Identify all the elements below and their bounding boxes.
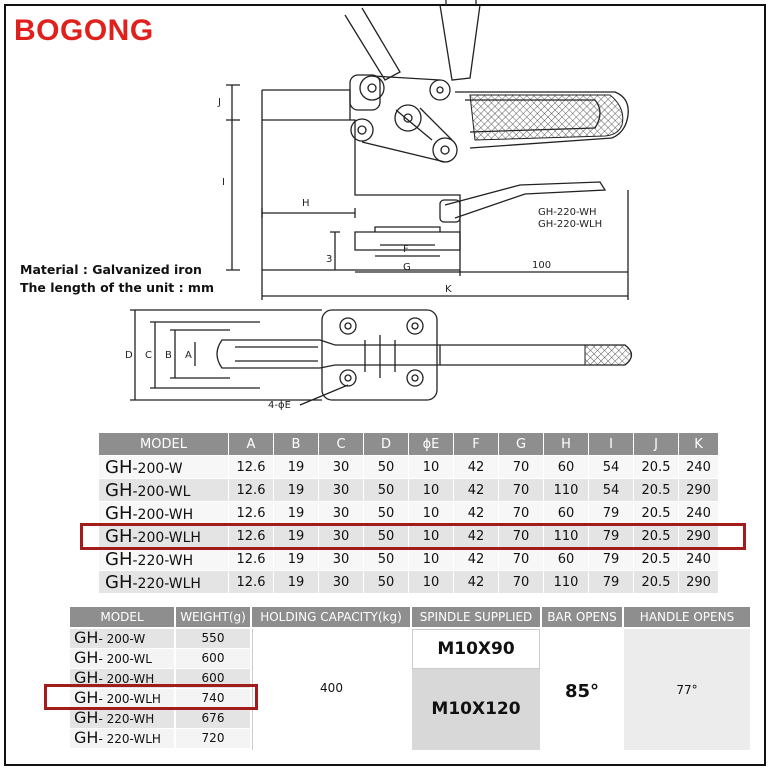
spec-model-prefix: GH [74,668,99,687]
dimension-value: 10 [409,571,454,594]
model-cell [99,479,229,502]
dimension-value: 42 [454,548,499,571]
pivot-4 [433,138,457,162]
clamp-arm-left [345,8,400,80]
spec-model-prefix: GH [74,708,99,727]
dimension-value: 30 [319,502,364,525]
label-b: B [165,350,172,361]
spec-header-bar: BAR OPENS [542,607,622,627]
dimension-value: 12.6 [229,525,274,548]
dim-header-6: F [454,433,499,456]
spindle-arm [217,340,440,368]
dimension-value: 19 [274,548,319,571]
dimension-value: 42 [454,456,499,479]
dimension-value: 79 [589,525,634,548]
dimension-value: 50 [364,456,409,479]
spindle-value-1: M10X90 [437,639,515,659]
model-cell [99,502,229,525]
label-3: 3 [326,254,333,265]
spec-model-cell [70,709,174,728]
dimension-value: 10 [409,479,454,502]
dimension-value: 50 [364,548,409,571]
dimension-value: 42 [454,479,499,502]
spec-header-spindle: SPINDLE SUPPLIED [412,607,540,627]
upper-grip-hatch [470,95,623,140]
bar-opens-value: 85° [564,681,600,702]
dimension-value: 12.6 [229,571,274,594]
unit-note: The length of the unit : mm [20,280,214,295]
dimension-value: 10 [409,456,454,479]
model-prefix: GH [105,525,133,547]
dimension-value: 60 [544,548,589,571]
model-suffix: -200-W [132,460,183,477]
dimension-value: 50 [364,502,409,525]
spec-header-handle: HANDLE OPENS [624,607,750,627]
dimension-value: 79 [589,571,634,594]
dimension-value: 20.5 [634,525,679,548]
dimension-value: 20.5 [634,502,679,525]
model-suffix: -220-WH [132,552,194,569]
spec-model-cell [70,649,174,668]
dim-h [262,208,355,218]
dim-header-5: ϕE [409,433,454,456]
spec-weight-cell: 600 [176,649,250,668]
model-prefix: GH [105,479,133,501]
dimension-value: 19 [274,525,319,548]
highlight-frame-spec [44,684,258,710]
dimension-value: 240 [679,502,719,525]
model-suffix: -200-WL [132,483,191,500]
label-g: G [403,262,411,273]
dimensions-header-row [99,433,719,456]
brand-logo: BOGONG [14,14,154,47]
clamp-arm-block [350,75,380,110]
dim-header-0: MODEL [99,433,229,456]
spec-model-prefix: GH [74,728,99,747]
dimension-value: 10 [409,502,454,525]
spec-model-suffix: - 220-WH [98,712,155,726]
dimension-value: 70 [499,479,544,502]
model-prefix: GH [105,571,133,593]
dimension-value: 19 [274,571,319,594]
spec-weight-cell: 740 [176,689,250,708]
dim-header-8: H [544,433,589,456]
dimension-value: 42 [454,502,499,525]
dimension-value: 60 [544,502,589,525]
dimension-value: 12.6 [229,479,274,502]
dimension-value: 79 [589,548,634,571]
label-j: J [218,97,221,108]
holding-cell [252,629,410,750]
label-d: D [125,350,133,361]
dim-header-1: A [229,433,274,456]
dim-header-4: D [364,433,409,456]
spindle-value-2: M10X120 [431,699,521,719]
label-h: H [302,198,310,209]
dimension-value: 110 [544,525,589,548]
dimension-row [99,502,719,525]
dimension-value: 19 [274,456,319,479]
dim-header-11: K [679,433,719,456]
dimension-value: 30 [319,525,364,548]
dimension-value: 240 [679,548,719,571]
handle-opens-value: 77° [676,683,698,697]
dimension-value: 20.5 [634,479,679,502]
dimension-value: 12.6 [229,502,274,525]
dimension-value: 240 [679,456,719,479]
dimension-value: 70 [499,502,544,525]
spec-weight-cell: 720 [176,729,250,748]
dimension-value: 42 [454,571,499,594]
dimension-value: 110 [544,479,589,502]
dimension-value: 54 [589,479,634,502]
dimensions-table [98,432,719,594]
dimension-value: 79 [589,502,634,525]
highlight-frame-dimensions [80,523,746,550]
spec-header-model: MODEL [70,607,174,627]
pivot-3 [351,119,373,141]
spec-header-weight: WEIGHT(g) [176,607,250,627]
model-suffix: -200-WH [132,506,194,523]
spec-weight-cell: 600 [176,669,250,688]
holding-capacity-value: 400 [320,681,343,695]
dimension-value: 54 [589,456,634,479]
spec-model-cell [70,729,174,748]
label-variant-2: GH-220-WLH [538,219,603,230]
handle-opens-cell [624,629,750,750]
dimension-value: 70 [499,525,544,548]
dimension-value: 110 [544,571,589,594]
dimension-row [99,479,719,502]
dim-header-2: B [274,433,319,456]
model-prefix: GH [105,456,133,478]
dim-header-3: C [319,433,364,456]
model-cell [99,571,229,594]
spec-model-suffix: - 200-WLH [98,692,161,706]
dimension-value: 19 [274,502,319,525]
spec-model-suffix: - 200-W [98,632,146,646]
spec-table [70,607,750,750]
dimension-row [99,571,719,594]
dimension-value: 19 [274,479,319,502]
label-a: A [185,350,192,361]
dimension-value: 50 [364,571,409,594]
spec-model-suffix: - 200-WH [98,672,155,686]
dimension-value: 12.6 [229,456,274,479]
spec-model-prefix: GH [74,648,99,667]
dimension-value: 30 [319,571,364,594]
dimension-value: 30 [319,479,364,502]
spec-weight-cell: 550 [176,629,250,648]
label-100: 100 [532,260,552,271]
dimension-value: 70 [499,456,544,479]
label-k: K [445,284,452,295]
spindle-cell-2 [412,669,540,750]
model-suffix: -200-WLH [132,529,201,546]
model-prefix: GH [105,548,133,570]
label-i: I [222,177,225,188]
dimension-value: 42 [454,525,499,548]
dim-j-i [226,85,240,270]
label-c: C [145,350,152,361]
spec-model-suffix: - 220-WLH [98,732,161,746]
dimension-value: 290 [679,571,719,594]
dimension-value: 20.5 [634,571,679,594]
dimension-value: 20.5 [634,548,679,571]
dimension-value: 50 [364,479,409,502]
bar-opens-cell [542,629,622,750]
dimension-row [99,548,719,571]
spec-model-suffix: - 200-WL [98,652,152,666]
dimension-value: 10 [409,548,454,571]
dim-header-9: I [589,433,634,456]
label-variant-1: GH-220-WH [538,207,597,218]
label-f: F [403,244,409,255]
dimension-value: 70 [499,548,544,571]
spec-model-cell [70,629,174,648]
clamp-arm-right [440,5,480,80]
dimension-value: 60 [544,456,589,479]
material-note: Material : Galvanized iron [20,262,202,277]
dimension-value: 20.5 [634,456,679,479]
spec-header-holding: HOLDING CAPACITY(kg) [252,607,410,627]
dimension-value: 10 [409,525,454,548]
dimension-value: 30 [319,548,364,571]
model-cell [99,548,229,571]
dimension-value: 290 [679,525,719,548]
dimension-row [99,456,719,479]
dimension-value: 30 [319,456,364,479]
model-cell [99,456,229,479]
label-holes: 4-ϕE [268,400,291,411]
dimension-value: 12.6 [229,548,274,571]
dim-header-7: G [499,433,544,456]
spec-model-prefix: GH [74,688,99,707]
spec-model-prefix: GH [74,628,99,647]
dimension-value: 70 [499,571,544,594]
spindle-cell-1 [412,629,540,669]
model-prefix: GH [105,502,133,524]
spec-weight-cell: 676 [176,709,250,728]
dimension-value: 290 [679,479,719,502]
clamp-base-outline [262,90,460,270]
dimension-value: 50 [364,525,409,548]
model-suffix: -220-WLH [132,575,201,592]
dim-header-10: J [634,433,679,456]
